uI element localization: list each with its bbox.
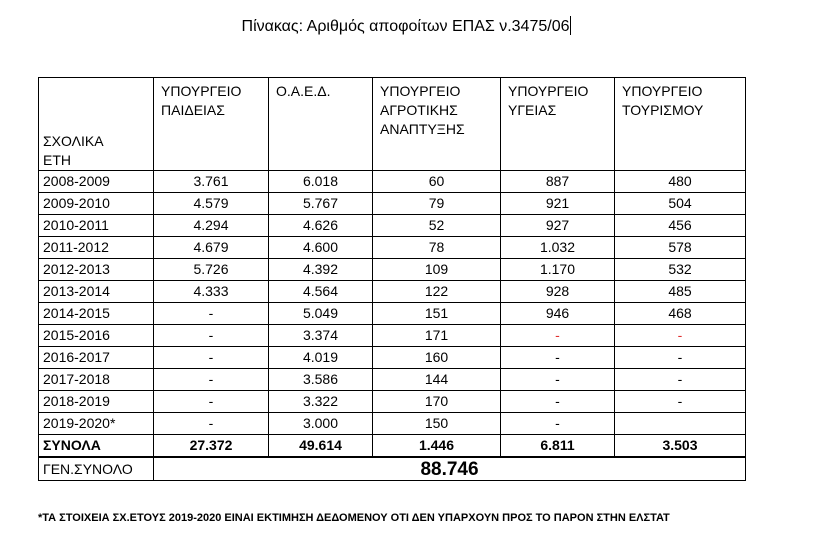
- header-line: Ο.Α.Ε.Δ.: [276, 83, 331, 99]
- total-value: 49.614: [269, 435, 373, 458]
- cell-value: 3.761: [154, 171, 269, 193]
- cell-value: 485: [615, 281, 746, 303]
- cell-value: 151: [373, 303, 501, 325]
- cell-value: -: [615, 347, 746, 369]
- cell-year: 2018-2019: [39, 391, 154, 413]
- cell-value: -: [501, 413, 615, 435]
- cell-value: 4.333: [154, 281, 269, 303]
- cell-value: 170: [373, 391, 501, 413]
- cell-value: 122: [373, 281, 501, 303]
- cell-value: 927: [501, 215, 615, 237]
- table-row: [39, 391, 746, 413]
- graduates-table: [38, 77, 746, 481]
- table-row: [39, 325, 746, 347]
- cell-value: 480: [615, 171, 746, 193]
- cell-value: 4.392: [269, 259, 373, 281]
- cell-value: 456: [615, 215, 746, 237]
- total-value: 3.503: [615, 435, 746, 458]
- cell-value: 578: [615, 237, 746, 259]
- table-row: [39, 281, 746, 303]
- header-line: ΥΠΟΥΡΓΕΙΟ: [380, 83, 461, 99]
- cell-value: 468: [615, 303, 746, 325]
- cell-value: -: [501, 369, 615, 391]
- cell-year: 2016-2017: [39, 347, 154, 369]
- cell-year: 2015-2016: [39, 325, 154, 347]
- cell-value: 78: [373, 237, 501, 259]
- cell-value: 4.626: [269, 215, 373, 237]
- cell-value: -: [154, 303, 269, 325]
- cell-value: 60: [373, 171, 501, 193]
- header-line: ΠΑΙΔΕΙΑΣ: [161, 102, 225, 118]
- cell-value: -: [501, 391, 615, 413]
- cell-value: 4.679: [154, 237, 269, 259]
- grand-total-label: ΓΕΝ.ΣΥΝΟΛΟ: [39, 457, 154, 481]
- header-line: ΥΠΟΥΡΓΕΙΟ: [622, 83, 703, 99]
- cell-value-highlighted: -: [501, 325, 615, 347]
- cell-value: 1.170: [501, 259, 615, 281]
- totals-label: ΣΥΝΟΛΑ: [39, 435, 154, 458]
- header-line: ΣΧΟΛΙΚΑ: [43, 133, 104, 149]
- cell-value: 4.600: [269, 237, 373, 259]
- cell-value: 144: [373, 369, 501, 391]
- cell-year: 2013-2014: [39, 281, 154, 303]
- cell-value: 4.019: [269, 347, 373, 369]
- cell-value: [615, 413, 746, 435]
- header-row: [39, 78, 746, 171]
- cell-value: -: [154, 325, 269, 347]
- cell-year: 2014-2015: [39, 303, 154, 325]
- cell-value: 4.564: [269, 281, 373, 303]
- header-line: ΑΓΡΟΤΙΚΗΣ: [380, 102, 458, 118]
- cell-value: -: [501, 347, 615, 369]
- grand-total-value: 88.746: [154, 457, 746, 481]
- cell-value: 3.374: [269, 325, 373, 347]
- table-row: [39, 347, 746, 369]
- cell-value: -: [154, 391, 269, 413]
- cell-value: 946: [501, 303, 615, 325]
- table-row: [39, 171, 746, 193]
- total-value: 1.446: [373, 435, 501, 458]
- header-line: ΥΓΕΙΑΣ: [508, 102, 557, 118]
- cell-value: 6.018: [269, 171, 373, 193]
- grand-total-row: [39, 457, 746, 481]
- footnote: *ΤΑ ΣΤΟΙΧΕΙΑ ΣΧ.ΕΤΟΥΣ 2019-2020 ΕΙΝΑΙ ΕΚΤΙΜΗΣΗ ΔΕΔΟΜΕΝΟΥ ΟΤΙ ΔΕΝ ΥΠΑΡΧΟΥΝ ΠΡΟΣ ΤΟ ΠΑΡΟΝ ΣΤΗΝ ΕΛΣΤΑΤ: [38, 512, 670, 524]
- cell-value: 887: [501, 171, 615, 193]
- table-row: [39, 259, 746, 281]
- cell-value: -: [154, 369, 269, 391]
- header-line: ΑΝΑΠΤΥΞΗΣ: [380, 121, 465, 137]
- cell-value: 79: [373, 193, 501, 215]
- table-row: [39, 215, 746, 237]
- cell-value: 4.579: [154, 193, 269, 215]
- cell-year: 2009-2010: [39, 193, 154, 215]
- table-row: [39, 369, 746, 391]
- cell-value: -: [154, 413, 269, 435]
- title-text: Πίνακας: Αριθμός αποφοίτων ΕΠΑΣ ν.3475/06: [241, 18, 570, 35]
- cell-year: 2011-2012: [39, 237, 154, 259]
- cell-year: 2019-2020*: [39, 413, 154, 435]
- table-row: [39, 193, 746, 215]
- header-oaed: [269, 78, 373, 171]
- cell-value: 5.049: [269, 303, 373, 325]
- header-line: ΤΟΥΡΙΣΜΟΥ: [622, 102, 704, 118]
- totals-row: [39, 435, 746, 458]
- cell-value: 150: [373, 413, 501, 435]
- cell-value: 5.726: [154, 259, 269, 281]
- cell-value: 504: [615, 193, 746, 215]
- cell-value: -: [615, 391, 746, 413]
- cell-value-highlighted: -: [615, 325, 746, 347]
- cell-value: 5.767: [269, 193, 373, 215]
- header-ministry-tourism: [615, 78, 746, 171]
- total-value: 6.811: [501, 435, 615, 458]
- cell-year: 2008-2009: [39, 171, 154, 193]
- cell-value: 171: [373, 325, 501, 347]
- cell-value: 3.586: [269, 369, 373, 391]
- cell-year: 2010-2011: [39, 215, 154, 237]
- cell-value: 928: [501, 281, 615, 303]
- cell-value: 3.322: [269, 391, 373, 413]
- header-ministry-education: [154, 78, 269, 171]
- page-title: [0, 16, 813, 36]
- text-cursor: [570, 16, 571, 35]
- header-line: ΕΤΗ: [43, 152, 71, 168]
- cell-year: 2012-2013: [39, 259, 154, 281]
- cell-value: 532: [615, 259, 746, 281]
- cell-value: 160: [373, 347, 501, 369]
- header-school-years: [39, 78, 154, 171]
- cell-year: 2017-2018: [39, 369, 154, 391]
- cell-value: -: [154, 347, 269, 369]
- cell-value: 3.000: [269, 413, 373, 435]
- cell-value: 1.032: [501, 237, 615, 259]
- header-ministry-agriculture: [373, 78, 501, 171]
- cell-value: 52: [373, 215, 501, 237]
- header-line: ΥΠΟΥΡΓΕΙΟ: [161, 83, 242, 99]
- cell-value: 921: [501, 193, 615, 215]
- table-row: [39, 237, 746, 259]
- header-ministry-health: [501, 78, 615, 171]
- cell-value: 109: [373, 259, 501, 281]
- table-row: [39, 413, 746, 435]
- cell-value: 4.294: [154, 215, 269, 237]
- total-value: 27.372: [154, 435, 269, 458]
- cell-value: -: [615, 369, 746, 391]
- header-line: ΥΠΟΥΡΓΕΙΟ: [508, 83, 589, 99]
- table-row: [39, 303, 746, 325]
